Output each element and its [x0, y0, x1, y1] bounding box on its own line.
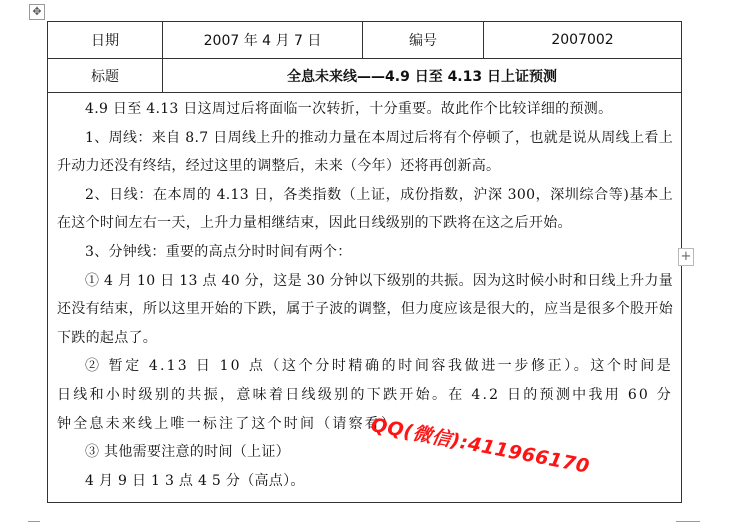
paragraph-intro: 4.9 日至 4.13 日这周过后将面临一次转折，十分重要。故此作个比较详细的预测。: [85, 101, 613, 117]
document-table: [47, 21, 682, 503]
contact-watermark: QQ(微信):411966170: [369, 413, 592, 478]
paragraph-daily: 2、日线：在本周的 4.13 日，各类指数（上证，成份指数，沪深 300，深圳综合等)基本上在这个时间左右一天，上升力量相继结束，因此日线级别的下跌将在这之后开始。: [57, 186, 673, 232]
paragraph-minute: 3、分钟线：重要的高点分时时间有两个：: [85, 243, 352, 260]
paragraph-weekly: 1、周线：来自 8.7 日周线上升的推动力量在本周过后将有个停顿了，也就是说从周线上看上升动力还没有终结，经过这里的调整后，未来（今年）还将再创新高。: [57, 129, 673, 175]
title-label: 标题: [48, 59, 163, 93]
body-row: [48, 93, 682, 503]
body-cell: [48, 93, 682, 503]
date-label: 日期: [48, 22, 163, 59]
body-text: [48, 93, 681, 495]
number-value: 2007002: [484, 22, 682, 59]
paragraph-point-1: ① 4 月 10 日 13 点 40 分，这是 30 分钟以下级别的共振。因为这时候小时和日线上升力量还没有结束，所以这里开始的下跌，属于子波的调整，但力度应该是很大的，应当是很多个股开始下跌的起点了。: [57, 272, 673, 346]
number-label: 编号: [363, 22, 484, 59]
table-move-handle-icon[interactable]: ✥: [29, 4, 45, 20]
header-row: [48, 22, 682, 59]
paragraph-point-2: ② 暂定 4.13 日 10 点（这个分时精确的时间容我做进一步修正）。这个时间是日线和小时级别的共振，意味着日线级别的下跌开始。在 4.2 日的预测中我用 60 分钟全息未来线上唯一标注了这个时间（请察看）: [57, 358, 673, 432]
date-value: 2007 年 4 月 7 日: [163, 22, 363, 59]
page-corner-left: [28, 521, 40, 528]
title-value: 全息未来线——4.9 日至 4.13 日上证预测: [163, 59, 682, 93]
paragraph-point-3: ③ 其他需要注意的时间（上证）: [85, 444, 290, 461]
add-column-plus-icon[interactable]: +: [678, 248, 694, 266]
title-row: [48, 59, 682, 93]
paragraph-time: 4 月 9 日 1 3 点 4 5 分（高点）。: [85, 472, 305, 489]
page-corner-right: [676, 521, 700, 528]
